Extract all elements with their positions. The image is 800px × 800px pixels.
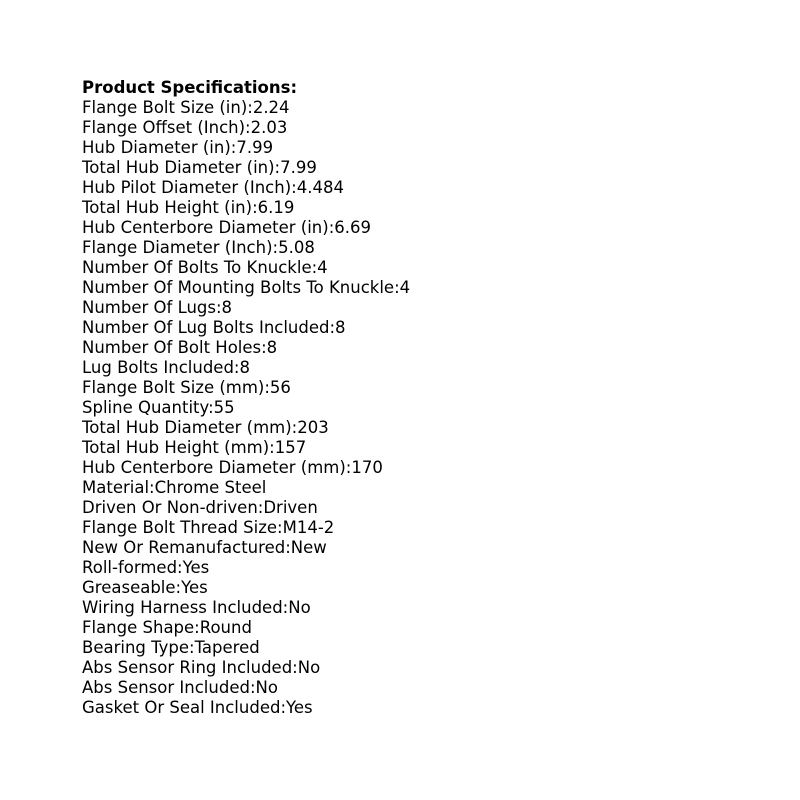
list-item: Bearing Type:Tapered xyxy=(82,638,260,657)
specifications-list xyxy=(82,98,742,718)
list-item: Flange Diameter (Inch):5.08 xyxy=(82,238,315,257)
list-item: Flange Offset (Inch):2.03 xyxy=(82,118,288,137)
list-item: Lug Bolts Included:8 xyxy=(82,358,250,377)
list-item: Total Hub Diameter (in):7.99 xyxy=(82,158,317,177)
product-specifications-block xyxy=(82,78,742,718)
list-item: Flange Bolt Size (mm):56 xyxy=(82,378,291,397)
list-item: New Or Remanufactured:New xyxy=(82,538,327,557)
list-item: Abs Sensor Included:No xyxy=(82,678,278,697)
list-item: Greaseable:Yes xyxy=(82,578,208,597)
list-item: Flange Bolt Size (in):2.24 xyxy=(82,98,290,117)
list-item: Total Hub Height (in):6.19 xyxy=(82,198,295,217)
list-item: Number Of Mounting Bolts To Knuckle:4 xyxy=(82,278,411,297)
list-item: Number Of Bolts To Knuckle:4 xyxy=(82,258,328,277)
list-item: Total Hub Diameter (mm):203 xyxy=(82,418,329,437)
list-item: Wiring Harness Included:No xyxy=(82,598,311,617)
list-item: Roll-formed:Yes xyxy=(82,558,210,577)
list-item: Hub Pilot Diameter (Inch):4.484 xyxy=(82,178,344,197)
list-item: Hub Diameter (in):7.99 xyxy=(82,138,274,157)
list-item: Gasket Or Seal Included:Yes xyxy=(82,698,313,717)
list-item: Number Of Lug Bolts Included:8 xyxy=(82,318,346,337)
list-item: Number Of Bolt Holes:8 xyxy=(82,338,278,357)
list-item: Material:Chrome Steel xyxy=(82,478,267,497)
list-item: Hub Centerbore Diameter (mm):170 xyxy=(82,458,383,477)
page-title: Product Specifications: xyxy=(82,78,298,97)
list-item: Hub Centerbore Diameter (in):6.69 xyxy=(82,218,371,237)
list-item: Flange Bolt Thread Size:M14-2 xyxy=(82,518,335,537)
list-item: Total Hub Height (mm):157 xyxy=(82,438,307,457)
list-item: Number Of Lugs:8 xyxy=(82,298,233,317)
list-item: Driven Or Non-driven:Driven xyxy=(82,498,318,517)
list-item: Flange Shape:Round xyxy=(82,618,252,637)
list-item: Abs Sensor Ring Included:No xyxy=(82,658,321,677)
list-item: Spline Quantity:55 xyxy=(82,398,235,417)
